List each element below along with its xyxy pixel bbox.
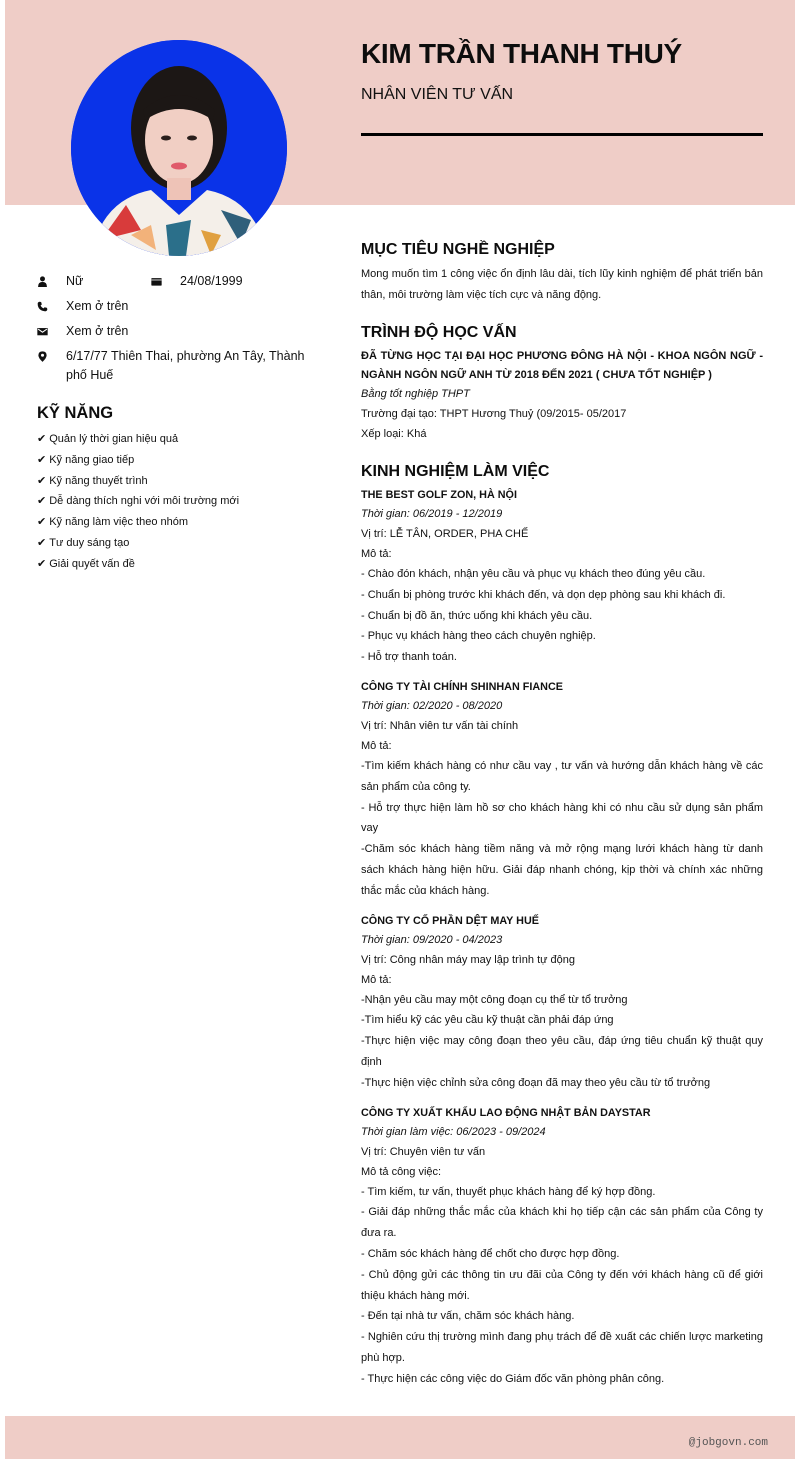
envelope-icon [37, 322, 66, 341]
email-row [37, 322, 327, 347]
education-heading: TRÌNH ĐỘ HỌC VẤN [361, 324, 517, 341]
job-desc-label: Mô tả công việc: [361, 1165, 442, 1178]
job-company: CÔNG TY CỐ PHẦN DỆT MAY HUẾ [361, 914, 539, 927]
footer-band [5, 1416, 795, 1459]
objective-section [361, 238, 763, 305]
footer-credit: @jobgovn.com [688, 1437, 768, 1449]
job-bullet: - Tìm kiếm, tư vấn, thuyết phục khách hàng để ký hợp đồng. [361, 1185, 656, 1198]
job-bullet: - Chủ động gửi các thông tin ưu đãi của Công ty đến với khách hàng cũ để giới thiệu khách hàng mới. [361, 1268, 763, 1302]
skill-item: ✔ Dễ dàng thích nghi với môi trường mới [37, 495, 240, 508]
objective-text: Mong muốn tìm 1 công việc ổn định lâu dài, tích lũy kinh nghiệm để phát triển bản thân, môi trường làm việc tích cực và năng động. [361, 268, 763, 301]
job-bullet: -Thực hiện việc may công đoạn theo yêu cầu, đáp ứng tiêu chuẩn kỹ thuật quy định [361, 1035, 763, 1068]
job-bullet: - Chuẩn bị đồ ăn, thức uống khi khách yêu cầu. [361, 609, 593, 622]
experience-section [361, 460, 763, 1390]
job-bullet: - Chăm sóc khách hàng để chốt cho được hợp đồng. [361, 1247, 620, 1260]
education-school: ĐÃ TỪNG HỌC TẠI ĐẠI HỌC PHƯƠNG ĐÔNG HÀ NỘI - KHOA NGÔN NGỮ - NGÀNH NGÔN NGỮ ANH TỪ 2018 ĐẾN 2021 ( CHƯA TỐT NGHIỆP ) [361, 350, 763, 381]
gender-birthday-row [37, 272, 327, 297]
job-entry [361, 486, 763, 668]
job-company: THE BEST GOLF ZON, HÀ NỘI [361, 489, 517, 501]
gender-value: Nữ [66, 274, 84, 288]
email-value: Xem ở trên [66, 324, 129, 338]
job-desc-label: Mô tả: [361, 973, 392, 986]
skills-section [37, 404, 337, 575]
job-position: Vị trí: Công nhân máy may lập trình tự động [361, 953, 576, 966]
job-bullet: -Tìm hiểu kỹ các yêu cầu kỹ thuật cần phải đáp ứng [361, 1014, 614, 1027]
skill-item: ✔ Quản lý thời gian hiệu quả [37, 433, 179, 445]
job-bullet: -Nhận yêu cầu may một công đoạn cụ thể từ tổ trưởng [361, 993, 628, 1006]
job-bullet: - Đến tại nhà tư vấn, chăm sóc khách hàng. [361, 1310, 575, 1323]
objective-heading: MỤC TIÊU NGHỀ NGHIỆP [361, 241, 555, 258]
job-bullet: -Tìm kiếm khách hàng có như cầu vay , tư vấn và hướng dẫn khách hàng về các sản phẩm của công ty. [361, 759, 763, 793]
personal-info [37, 272, 327, 385]
job-bullet: - Hỗ trợ thanh toán. [361, 651, 457, 664]
cv-page [5, 0, 795, 1459]
education-section [361, 321, 763, 444]
job-entry [361, 678, 763, 902]
birthday-value: 24/08/1999 [180, 274, 243, 288]
education-degree: Bằng tốt nghiệp THPT [361, 388, 470, 400]
education-grade: Xếp loại: Khá [361, 428, 427, 440]
job-bullet: - Thực hiện các công việc do Giám đốc văn phòng phân công. [361, 1372, 665, 1385]
check-icon: ✔ [37, 453, 47, 466]
job-position: Vị trí: Chuyên viên tư vấn [361, 1145, 486, 1158]
job-period: Thời gian làm việc: 06/2023 - 09/2024 [361, 1125, 546, 1138]
title-divider [361, 133, 763, 136]
check-icon: ✔ [37, 516, 47, 529]
job-desc-label: Mô tả: [361, 548, 392, 560]
candidate-name: KIM TRẦN THANH THUÝ [361, 38, 682, 69]
check-icon: ✔ [37, 557, 47, 570]
skill-item: ✔ Kỹ năng thuyết trình [37, 474, 148, 487]
job-bullet: - Hỗ trợ thực hiện làm hồ sơ cho khách hàng khi có nhu cầu sử dụng sản phẩm vay [361, 801, 763, 835]
phone-icon [37, 297, 66, 316]
job-position: Vị trí: LỄ TÂN, ORDER, PHA CHẾ [361, 528, 529, 540]
skill-item: ✔ Giải quyết vấn đề [37, 557, 135, 570]
calendar-icon [151, 272, 180, 291]
phone-value: Xem ở trên [66, 299, 129, 313]
skill-item: ✔ Kỹ năng làm việc theo nhóm [37, 516, 189, 529]
job-entry [361, 912, 763, 1094]
job-entry [361, 1104, 763, 1390]
job-bullet: - Nghiên cứu thị trường mình đang phụ trách để đề xuất các chiến lược marketing phù hợp. [361, 1331, 763, 1364]
job-period: Thời gian: 09/2020 - 04/2023 [361, 933, 503, 946]
person-icon [37, 272, 66, 291]
map-pin-icon [37, 347, 66, 366]
job-bullet: -Chăm sóc khách hàng tiềm năng và mở rộng mạng lưới khách hàng từ danh sách khách hàng hiện hữu. Giải đáp nhanh chóng, kịp thời và chính xác những thắc mắc củɑ khách hàng. [361, 843, 763, 897]
job-bullet: - Giải đáp những thắc mắc của khách khi họ tiếp cận các sản phẩm của Công ty đưa ra. [361, 1206, 763, 1240]
address-value: 6/17/77 Thiên Thai, phường An Tây, Thành phố Huế [66, 349, 305, 382]
skill-item: ✔ Tư duy sáng tạo [37, 536, 130, 549]
job-period: Thời gian: 02/2020 - 08/2020 [361, 699, 503, 712]
job-company: CÔNG TY XUẤT KHẨU LAO ĐỘNG NHẬT BẢN DAYSTAR [361, 1106, 651, 1119]
check-icon: ✔ [37, 474, 47, 487]
job-bullet: - Chào đón khách, nhận yêu cầu và phục vụ khách theo đúng yêu cầu. [361, 568, 706, 580]
job-position: Vị trí: Nhân viên tư vấn tài chính [361, 719, 519, 732]
main-column [361, 238, 763, 1406]
job-desc-label: Mô tả: [361, 739, 392, 752]
job-title: NHÂN VIÊN TƯ VẤN [361, 86, 514, 103]
education-institution: Trường đại tạo: THPT Hương Thuỷ (09/2015- 05/2017 [361, 408, 627, 420]
phone-row [37, 297, 327, 322]
job-bullet: - Phục vụ khách hàng theo cách chuyên nghiệp. [361, 630, 596, 643]
job-period: Thời gian: 06/2019 - 12/2019 [361, 508, 503, 520]
skill-item: ✔ Kỹ năng giao tiếp [37, 453, 135, 466]
check-icon: ✔ [37, 495, 47, 508]
experience-heading: KINH NGHIỆM LÀM VIỆC [361, 463, 550, 480]
job-company: CÔNG TY TÀI CHÍNH SHINHAN FIANCE [361, 680, 563, 693]
job-bullet: - Chuẩn bị phòng trước khi khách đến, và dọn dẹp phòng sau khi khách đi. [361, 588, 726, 601]
profile-photo-placeholder-icon [71, 40, 287, 256]
skills-heading: KỸ NĂNG [37, 404, 114, 422]
avatar [71, 40, 287, 256]
job-bullet: -Thực hiện việc chỉnh sửa công đoạn đã may theo yêu cầu từ tổ trưởng [361, 1076, 711, 1089]
check-icon: ✔ [37, 433, 47, 445]
address-row [37, 347, 327, 385]
check-icon: ✔ [37, 536, 47, 549]
